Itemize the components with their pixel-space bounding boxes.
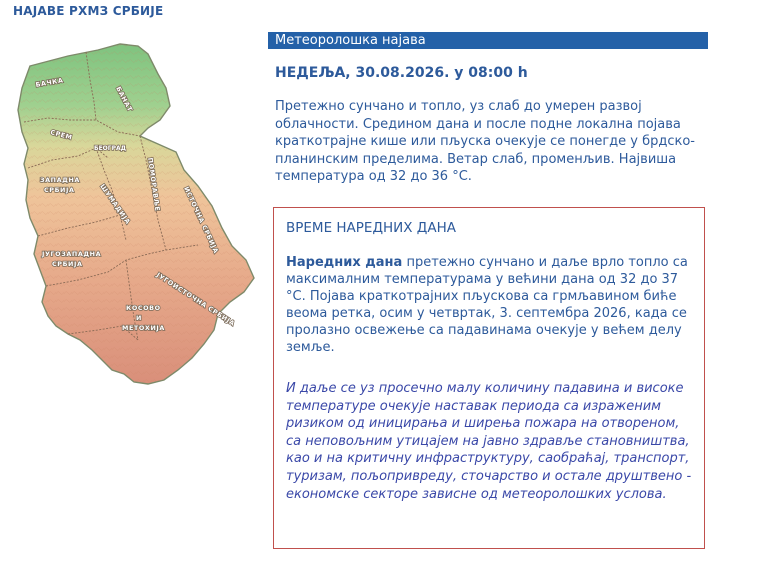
- relief-texture: [18, 44, 254, 384]
- region-label-kosovo-2[interactable]: И: [136, 314, 142, 322]
- region-label-beograd[interactable]: БЕОГРАД: [94, 145, 126, 152]
- region-label-jugozapadna-2[interactable]: СРБИЈА: [52, 260, 83, 268]
- region-label-istocna[interactable]: ИСТОЧНА СРБИЈА: [182, 185, 221, 255]
- next-days-title: ВРЕМЕ НАРЕДНИХ ДАНА: [286, 220, 456, 236]
- next-days-box: [273, 207, 705, 549]
- region-label-jugoistocna[interactable]: ЈУГОИСТОЧНА СРБИЈА: [154, 270, 237, 328]
- forecast-text: Претежно сунчано и топло, уз слаб до умерен развој облачности. Средином дана и после подне локална појава краткотрајне кише или пљуска очекује се понегде у брдско-планинским пределима. Ветар слаб, променљив. Највиша температура од 32 до 36 °C.: [275, 99, 695, 184]
- fire-risk-warning: И даље се уз просечно малу количину падавина и високе температуре очекује наставак периода са израженим ризиком од иницирања и ширења пожара на отвореном, са неповољним утицајем на јавно здравље становништва, као и на критичну инфраструктуру, саобраћај, транспорт, туризам, пољопривреду, сточарство и остале друштвено - економске секторе зависне од метеоролошких услова.: [286, 381, 692, 502]
- region-label-backa[interactable]: БАЧКА: [34, 76, 65, 89]
- region-label-kosovo-3[interactable]: МЕТОХИЈА: [122, 324, 165, 332]
- forecast-section-header: Метеоролошка најава: [268, 32, 708, 49]
- region-label-zapadna-1[interactable]: ЗАПАДНА: [40, 176, 80, 184]
- next-days-lead: Наредних дана: [286, 255, 403, 270]
- region-label-banat[interactable]: БАНАТ: [114, 85, 135, 114]
- page-title: НАЈАВЕ РХМЗ СРБИЈЕ: [13, 4, 164, 18]
- region-label-pomoravlje[interactable]: ПОМОРАВЉЕ: [146, 157, 162, 212]
- next-days-forecast: [286, 254, 696, 356]
- region-label-jugozapadna-1[interactable]: ЈУГОЗАПАДНА: [42, 250, 102, 258]
- serbia-regions-map[interactable]: [8, 40, 263, 390]
- region-label-srem[interactable]: СРЕМ: [49, 128, 74, 142]
- forecast-date: НЕДЕЉА, 30.08.2026. у 08:00 h: [275, 65, 528, 81]
- region-label-kosovo-1[interactable]: КОСОВО: [126, 304, 161, 312]
- next-days-text: претежно сунчано и даље врло топло са максималним температурама у већини дана од 32 до 37 °C. Појава краткотрајних пљускова са грмљавином биће веома ретка, осим у четвртак, 3. септембра 2026, када се пролазно освежење са падавинама очекује у већем делу земље.: [286, 255, 688, 355]
- region-label-zapadna-2[interactable]: СРБИЈА: [44, 186, 75, 194]
- region-label-sumadija[interactable]: ШУМАДИЈА: [98, 182, 133, 226]
